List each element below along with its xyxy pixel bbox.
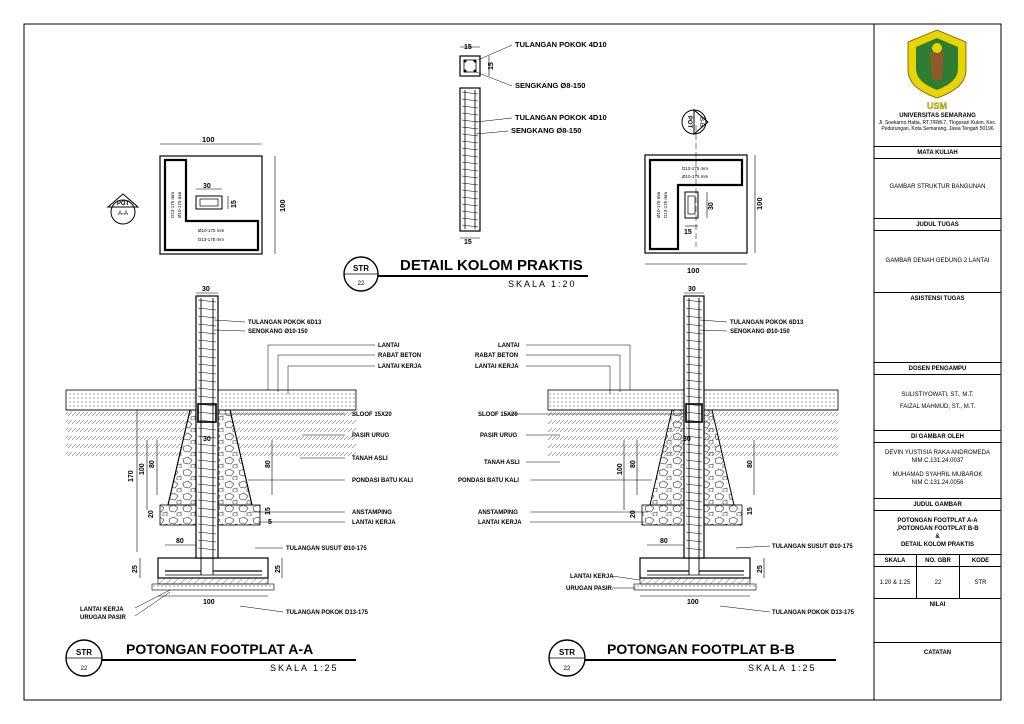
sec-a-lbl-pokok-fp: TULANGAN POKOK D13-175 <box>286 610 369 616</box>
sec-a-lbl-urugan: URUGAN PASIR <box>80 615 126 621</box>
stirrup-line <box>462 225 478 227</box>
sec-a-d80r: 80 <box>265 460 272 468</box>
tb-student1: DEVIN YUSTISIA RAKA ANDROMEDA <box>885 450 990 456</box>
tb-addr2: Pedurungan, Kota Semarang, Jawa Tengah 50196 <box>881 126 994 132</box>
plan-a-bar-h1: Ø10-175 mm <box>198 228 225 233</box>
tb-jg2: ,POTONGAN FOOTPLAT B-B <box>896 526 979 532</box>
sec-b-d100: 100 <box>617 463 624 475</box>
tb-jg4: DETAIL KOLOM PRAKTIS <box>900 542 975 548</box>
col-top-dim15-side: 15 <box>488 62 495 70</box>
plan-b-dim-w: 100 <box>687 266 700 275</box>
plan-a-dim-30: 30 <box>203 183 211 190</box>
sec-b-d30b: 30 <box>683 436 691 443</box>
tb-nogbr-h: NO. GBR <box>916 555 959 566</box>
plan-b-dim-30: 30 <box>708 202 715 210</box>
sec-a-d80b: 80 <box>176 538 184 545</box>
sec-b-lbl-lk3: LANTAI KERJA <box>570 574 614 580</box>
logo-text: USM <box>927 101 947 111</box>
tb-nim2: NIM C.131.24.0056 <box>911 480 964 486</box>
tb-dosen1: SULISTIYOWATI, ST., M.T. <box>901 392 974 398</box>
title-b-scale: SKALA 1:25 <box>748 663 817 673</box>
sec-a-lbl-lk3: LANTAI KERJA <box>80 607 124 613</box>
tb-mata-kuliah-h: MATA KULIAH <box>874 146 1001 158</box>
sec-a-d80: 80 <box>149 460 156 468</box>
title-footplat-a <box>66 640 356 676</box>
sec-a-lbl-pondasi: PONDASI BATU KALI <box>352 478 413 484</box>
tb-kode: STR <box>959 567 1001 598</box>
title-block <box>874 24 1001 700</box>
sec-a-d30b: 30 <box>203 436 211 443</box>
tb-student2: MUHAMAD SYAHRIL MUBAROK <box>892 472 983 478</box>
stirrup-line <box>462 218 478 220</box>
col-side-main-label: TULANGAN POKOK 4D10 <box>515 113 607 122</box>
title-kolom-scale: SKALA 1:20 <box>508 279 577 289</box>
sec-a-d25r: 25 <box>275 565 282 573</box>
sec-a-lbl-rabat: RABAT BETON <box>378 353 422 359</box>
sec-a-d20: 20 <box>148 510 155 518</box>
stirrup-line <box>462 176 478 178</box>
sec-a-d100: 100 <box>139 463 146 475</box>
sec-b-lbl-lk2: LANTAI KERJA <box>478 520 522 526</box>
sec-b-lbl-sloof: SLOOF 15X20 <box>478 412 518 418</box>
sec-b-lbl-sengkang: SENGKANG Ø10-150 <box>730 329 790 335</box>
stirrup-line <box>462 211 478 213</box>
stirrup-line <box>462 162 478 164</box>
tb-nilai-h: NILAI <box>874 598 1001 642</box>
tb-jg1: POTONGAN FOOTPLAT A-A <box>897 518 978 524</box>
tb-meta <box>874 566 1001 598</box>
plan-b-dim-h: 100 <box>755 197 764 210</box>
title-a-scale: SKALA 1:25 <box>270 663 339 673</box>
tb-jg3: & <box>935 534 940 540</box>
tb-digambar-h: DI GAMBAR OLEH <box>874 430 1001 442</box>
tb-judul-tugas: GAMBAR DENAH GEDUNG 2 LANTAI <box>874 230 1001 292</box>
column-top-view <box>460 40 607 90</box>
plan-a-tag-top: POT <box>116 201 130 207</box>
sec-b-d100b: 100 <box>687 599 699 606</box>
sec-a-d170: 170 <box>128 470 135 482</box>
tb-dosen-h: DOSEN PENGAMPU <box>874 362 1001 374</box>
stirrup-line <box>462 106 478 108</box>
plan-a-bar-v1: D13-175 mm <box>170 191 175 218</box>
tb-skala: 1:20 & 1:25 <box>879 580 911 586</box>
tb-dosen <box>874 374 1001 430</box>
sec-b-d80: 80 <box>630 460 637 468</box>
sec-b-d15: 15 <box>747 507 754 515</box>
sec-b-lbl-pokok-fp: TULANGAN POKOK D13-175 <box>772 610 855 616</box>
tb-univ: UNIVERSITAS SEMARANG <box>899 113 976 119</box>
plan-a-dim-w: 100 <box>202 135 215 144</box>
plan-a-bar-h2: D13-175 mm <box>198 237 225 242</box>
plan-b-bar-v1: Ø10-175 mm <box>656 191 661 218</box>
sec-a-d5: 5 <box>268 519 272 526</box>
plan-b-tag-bot: B-B <box>698 116 704 128</box>
sec-b-lbl-susut: TULANGAN SUSUT Ø10-175 <box>772 544 853 550</box>
stirrup-line <box>462 127 478 129</box>
tb-mata-kuliah: GAMBAR STRUKTUR BANGUNAN <box>874 158 1001 218</box>
sec-a-d100b: 100 <box>203 599 215 606</box>
sec-b-lbl-lantai: LANTAI <box>498 343 520 349</box>
stirrup-line <box>462 113 478 115</box>
col-side-dim15: 15 <box>464 239 472 246</box>
stirrup-line <box>462 190 478 192</box>
tb-nogbr: 22 <box>916 567 959 598</box>
plan-a-dim-h: 100 <box>278 199 287 212</box>
plan-b-bar-h1: D13-175 mm <box>682 166 709 171</box>
col-side-stirrup-label: SENGKANG Ø8-150 <box>511 126 582 135</box>
col-top-main-label: TULANGAN POKOK 4D10 <box>515 40 607 49</box>
tb-judul-gambar-h: JUDUL GAMBAR <box>874 498 1001 510</box>
plan-a-dim-15: 15 <box>231 200 238 208</box>
tb-judul-tugas-h: JUDUL TUGAS <box>874 218 1001 230</box>
tb-nim1: NIM C.131.24.0037 <box>911 458 964 464</box>
sec-a-lbl-tanah: TANAH ASLI <box>352 456 388 462</box>
tb-meta-h <box>874 554 1001 566</box>
title-b-num: 22 <box>563 666 571 672</box>
sec-a-lbl-sengkang: SENGKANG Ø10-150 <box>248 329 308 335</box>
title-a-tag: STR <box>76 648 92 657</box>
sec-b-lbl-anstamping: ANSTAMPING <box>478 510 518 516</box>
tb-catatan-h: CATATAN <box>874 642 1001 700</box>
sec-b-d30: 30 <box>688 286 696 293</box>
tb-asistensi-h: ASISTENSI TUGAS <box>874 292 1001 362</box>
title-detail-kolom <box>344 257 588 291</box>
stirrup-line <box>462 197 478 199</box>
sec-a-d15: 15 <box>265 507 272 515</box>
stirrup-line <box>462 169 478 171</box>
tb-skala-h: SKALA <box>884 558 906 564</box>
stirrup-line <box>462 183 478 185</box>
sec-b-d80r: 80 <box>747 460 754 468</box>
plan-b-bar-h2: Ø10-175 mm <box>682 174 709 179</box>
sec-a-d30: 30 <box>202 286 210 293</box>
plan-view-b <box>645 110 764 275</box>
sec-b-d80b: 80 <box>660 538 668 545</box>
plan-b-bar-v2: D13-175 mm <box>663 191 668 218</box>
tb-students <box>874 442 1001 498</box>
title-a-main: POTONGAN FOOTPLAT A-A <box>126 641 314 657</box>
sec-b-lbl-pasir: PASIR URUG <box>480 433 518 439</box>
tb-dosen2: FAIZAL MAHMUD, ST., M.T. <box>899 404 976 410</box>
column-side-view <box>460 88 607 246</box>
sec-a-lbl-pokok: TULANGAN POKOK 6D13 <box>248 320 322 326</box>
sec-a-d25: 25 <box>132 565 139 573</box>
sec-b-lbl-rabat: RABAT BETON <box>475 353 519 359</box>
stirrup-line <box>462 134 478 136</box>
stirrup-line <box>462 120 478 122</box>
plan-b-dim-15: 15 <box>684 229 692 236</box>
plan-a-bar-v2: Ø10-175 mm <box>177 191 182 218</box>
sec-a-lbl-anstamping: ANSTAMPING <box>352 510 392 516</box>
title-kolom-num: 22 <box>357 281 365 287</box>
plan-b-tag-top: POT <box>686 115 692 129</box>
stirrup-line <box>462 92 478 94</box>
stirrup-line <box>462 155 478 157</box>
sec-a-lbl-sloof: SLOOF 15X20 <box>352 412 392 418</box>
plan-a-tag-bot: A-A <box>117 211 129 217</box>
sec-a-lbl-pasir: PASIR URUG <box>352 433 390 439</box>
stirrup-line <box>462 204 478 206</box>
title-kolom-tag: STR <box>353 264 369 273</box>
tb-addr1: Jl. Soekarno Hatta, RT.7/RW.7, Tlogosari Kulon, Kec. <box>878 120 997 126</box>
sec-a-lbl-lk2: LANTAI KERJA <box>352 520 396 526</box>
plan-view-a <box>108 135 287 254</box>
tb-judul-gambar <box>874 510 1001 554</box>
sec-b-lbl-lk: LANTAI KERJA <box>475 364 519 370</box>
sec-a-lbl-susut: TULANGAN SUSUT Ø10-175 <box>286 546 367 552</box>
stirrup-line <box>462 141 478 143</box>
section-b <box>458 286 855 616</box>
tb-kode-h: KODE <box>959 555 1001 566</box>
title-footplat-b <box>549 640 836 676</box>
title-b-main: POTONGAN FOOTPLAT B-B <box>607 641 795 657</box>
title-b-tag: STR <box>559 648 575 657</box>
col-top-dim15: 15 <box>464 44 472 51</box>
title-a-num: 22 <box>80 666 88 672</box>
sec-b-lbl-pondasi: PONDASI BATU KALI <box>458 478 519 484</box>
sec-b-d20: 20 <box>630 510 637 518</box>
stirrup-line <box>462 99 478 101</box>
sec-b-lbl-urugan: URUGAN PASIR <box>566 586 612 592</box>
sec-a-lbl-lantai: LANTAI <box>378 343 400 349</box>
sec-b-d25: 25 <box>757 565 764 573</box>
sec-a-lbl-lk: LANTAI KERJA <box>378 364 422 370</box>
title-kolom-main: DETAIL KOLOM PRAKTIS <box>400 257 583 274</box>
stirrup-line <box>462 148 478 150</box>
sec-b-lbl-tanah: TANAH ASLI <box>484 460 520 466</box>
sec-b-lbl-pokok: TULANGAN POKOK 6D13 <box>730 320 804 326</box>
section-a <box>66 286 422 621</box>
col-top-stirrup-label: SENGKANG Ø8-150 <box>515 81 586 90</box>
